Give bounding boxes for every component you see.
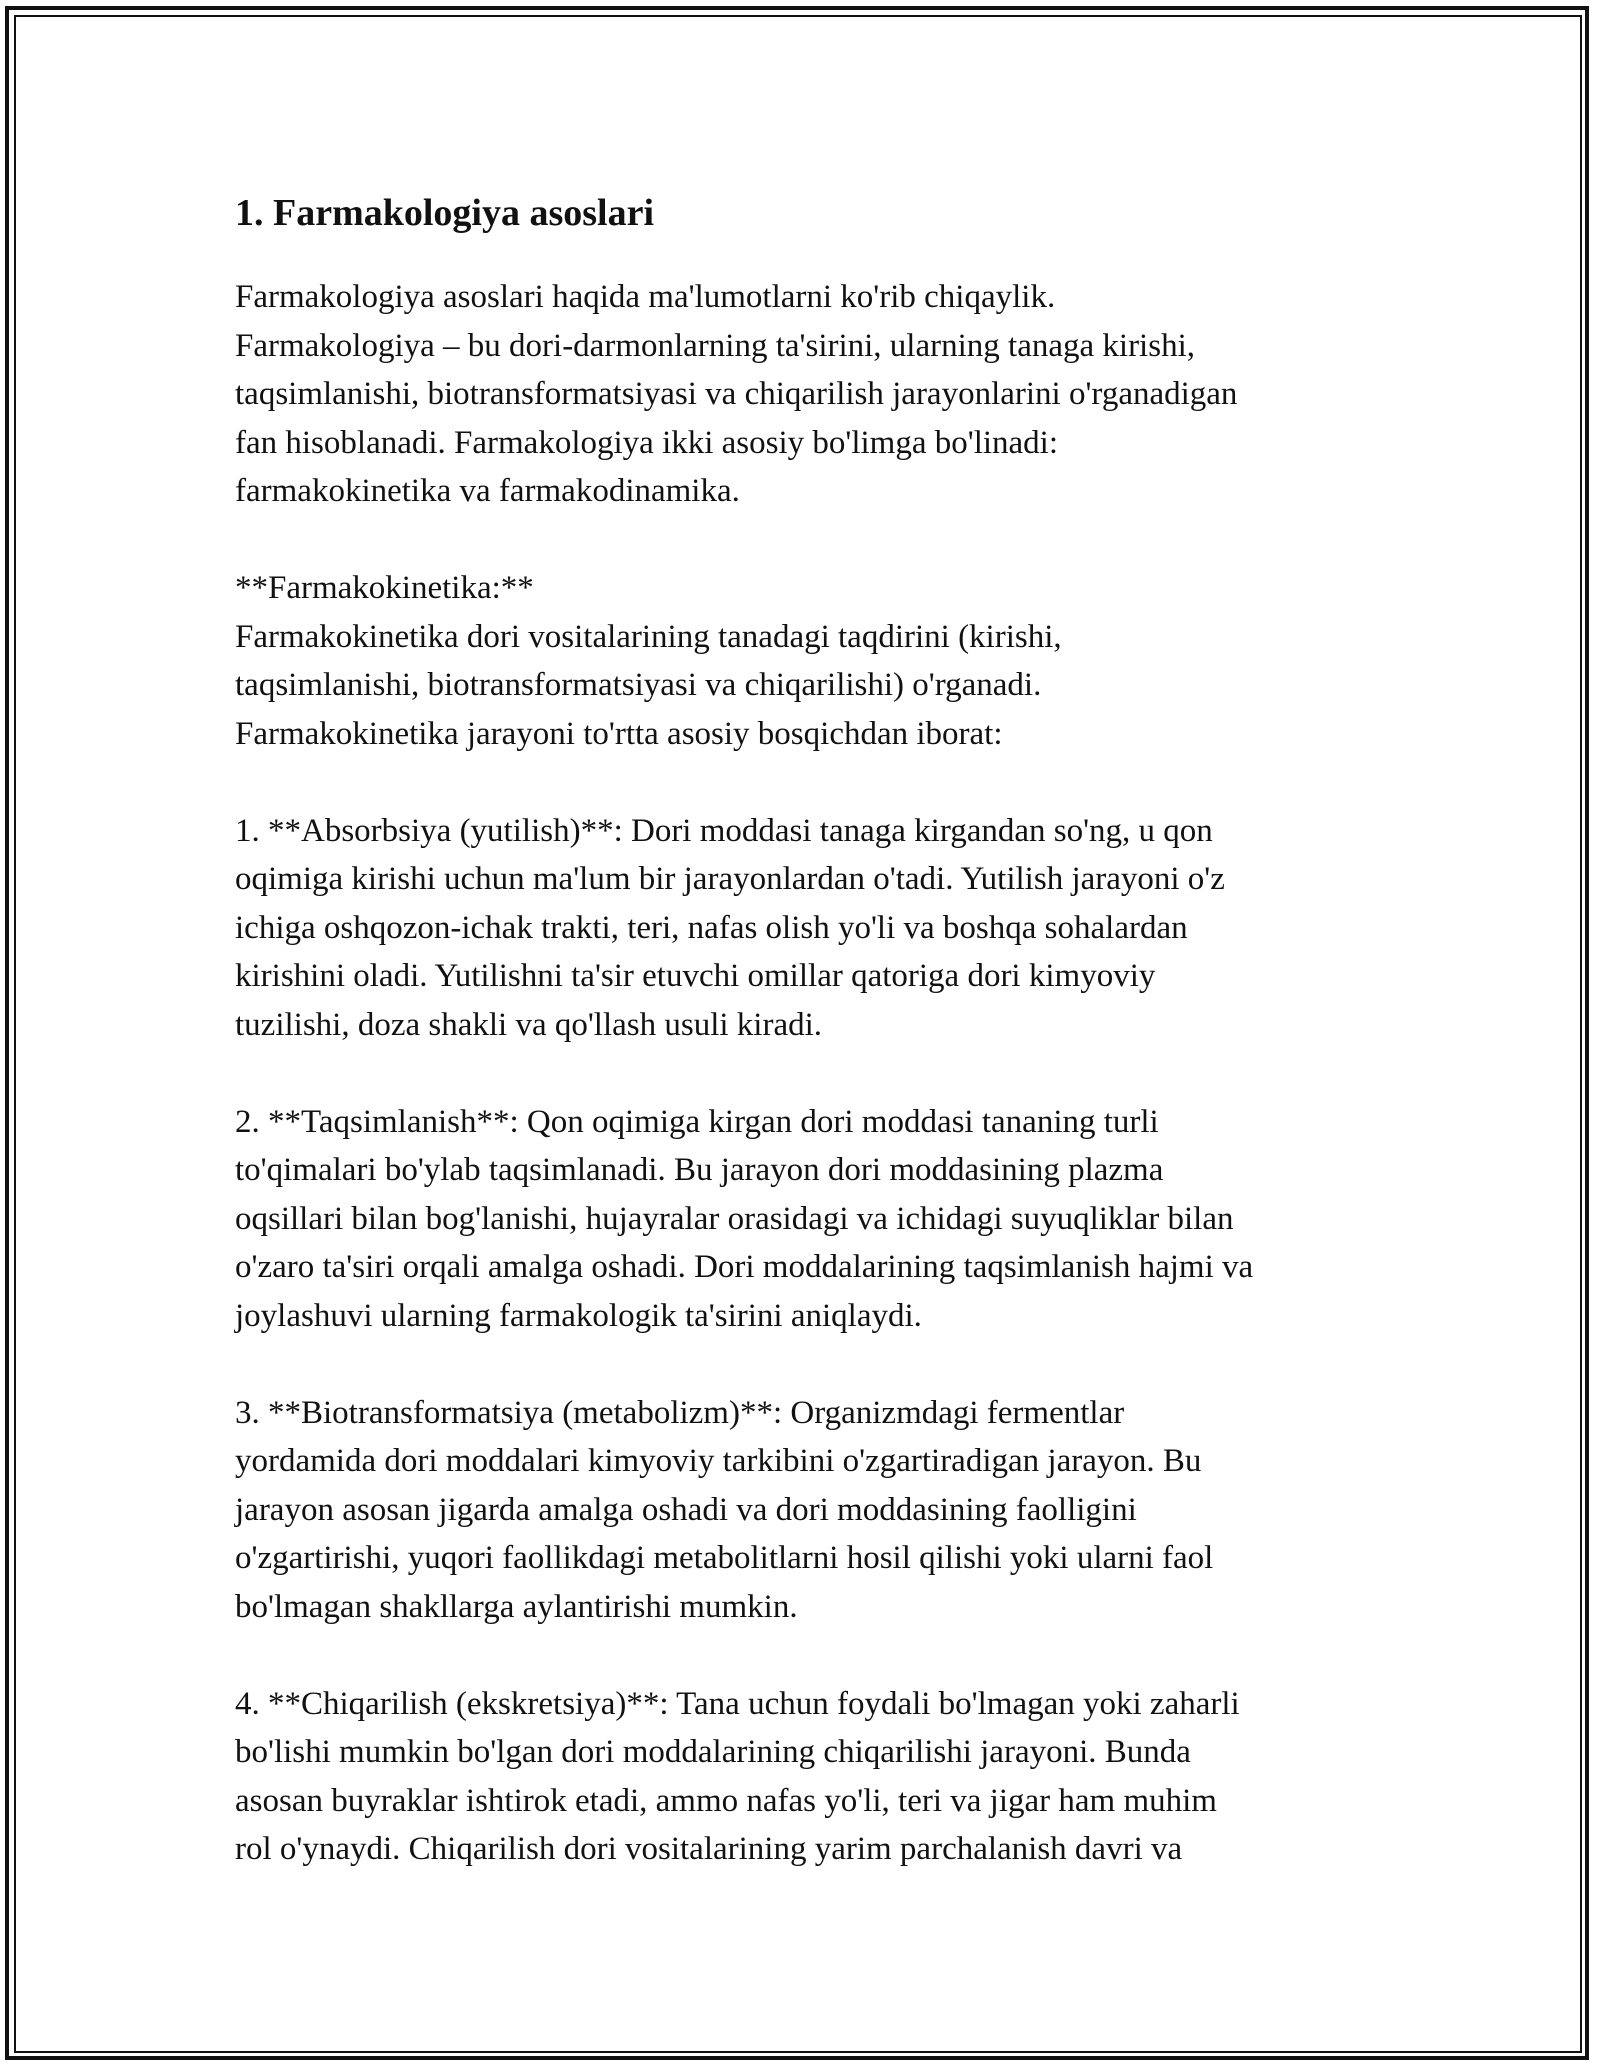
text-line: o'zgartirishi, yuqori faollikdagi metabolitlarni hosil qilishi yoki ularni faol: [235, 1540, 1214, 1576]
biotransformation-paragraph: [235, 1389, 1385, 1632]
intro-paragraph: [235, 273, 1385, 516]
text-line: ichiga oshqozon-ichak trakti, teri, nafas olish yo'li va boshqa sohalardan: [235, 909, 1188, 946]
text-line: Farmakologiya – bu dori-darmonlarning ta'sirini, ularning tanaga kirishi,: [235, 327, 1195, 364]
text-line: o'zaro ta'siri orqali amalga oshadi. Dori moddalarining taqsimlanish hajmi va: [235, 1249, 1254, 1285]
excretion-paragraph: [235, 1680, 1385, 1874]
section-heading: 1. Farmakologiya asoslari: [235, 192, 655, 234]
text-line: 1. **Absorbsiya (yutilish)**: Dori moddasi tanaga kirgandan so'ng, u qon: [235, 812, 1213, 849]
subheading-line: **Farmakokinetika:**: [235, 570, 534, 606]
text-line: taqsimlanishi, biotransformatsiyasi va chiqarilish jarayonlarini o'rganadigan: [235, 376, 1238, 412]
absorption-paragraph: [235, 807, 1385, 1050]
text-line: oqimiga kirishi uchun ma'lum bir jarayonlardan o'tadi. Yutilish jarayoni o'z: [235, 861, 1225, 897]
text-line: Farmakokinetika jarayoni to'rtta asosiy bosqichdan iborat:: [235, 715, 1003, 752]
text-line: rol o'ynaydi. Chiqarilish dori vositalarining yarim parchalanish davri va: [235, 1831, 1183, 1867]
document-body: [235, 186, 1385, 1922]
text-line: bo'lishi mumkin bo'lgan dori moddalarining chiqarilishi jarayoni. Bunda: [235, 1734, 1191, 1770]
text-line: 4. **Chiqarilish (ekskretsiya)**: Tana uchun foydali bo'lmagan yoki zaharli: [235, 1685, 1240, 1722]
text-line: Farmakologiya asoslari haqida ma'lumotlarni ko'rib chiqaylik.: [235, 279, 1056, 315]
text-line: asosan buyraklar ishtirok etadi, ammo nafas yo'li, teri va jigar ham muhim: [235, 1782, 1217, 1819]
pharmacokinetics-paragraph: [235, 564, 1385, 758]
text-line: to'qimalari bo'ylab taqsimlanadi. Bu jarayon dori moddasining plazma: [235, 1152, 1164, 1188]
text-line: Farmakokinetika dori vositalarining tanadagi taqdirini (kirishi,: [235, 618, 1062, 655]
text-line: 2. **Taqsimlanish**: Qon oqimiga kirgan dori moddasi tananing turli: [235, 1103, 1159, 1140]
text-line: joylashuvi ularning farmakologik ta'sirini aniqlaydi.: [235, 1297, 922, 1334]
text-line: yordamida dori moddalari kimyoviy tarkibini o'zgartiradigan jarayon. Bu: [235, 1443, 1202, 1479]
text-line: kirishini oladi. Yutilishni ta'sir etuvchi omillar qatoriga dori kimyoviy: [235, 958, 1156, 994]
text-line: 3. **Biotransformatsiya (metabolizm)**: Organizmdagi fermentlar: [235, 1394, 1125, 1431]
text-line: farmakokinetika va farmakodinamika.: [235, 473, 740, 509]
text-line: jarayon asosan jigarda amalga oshadi va dori moddasining faolligini: [235, 1491, 1137, 1528]
distribution-paragraph: [235, 1098, 1385, 1341]
text-line: taqsimlanishi, biotransformatsiyasi va chiqarilishi) o'rganadi.: [235, 667, 1042, 703]
text-line: tuzilishi, doza shakli va qo'llash usuli kiradi.: [235, 1006, 823, 1043]
text-line: fan hisoblanadi. Farmakologiya ikki asosiy bo'limga bo'linadi:: [235, 424, 1059, 461]
text-line: oqsillari bilan bog'lanishi, hujayralar orasidagi va ichidagi suyuqliklar bilan: [235, 1200, 1234, 1237]
text-line: bo'lmagan shakllarga aylantirishi mumkin.: [235, 1588, 798, 1625]
